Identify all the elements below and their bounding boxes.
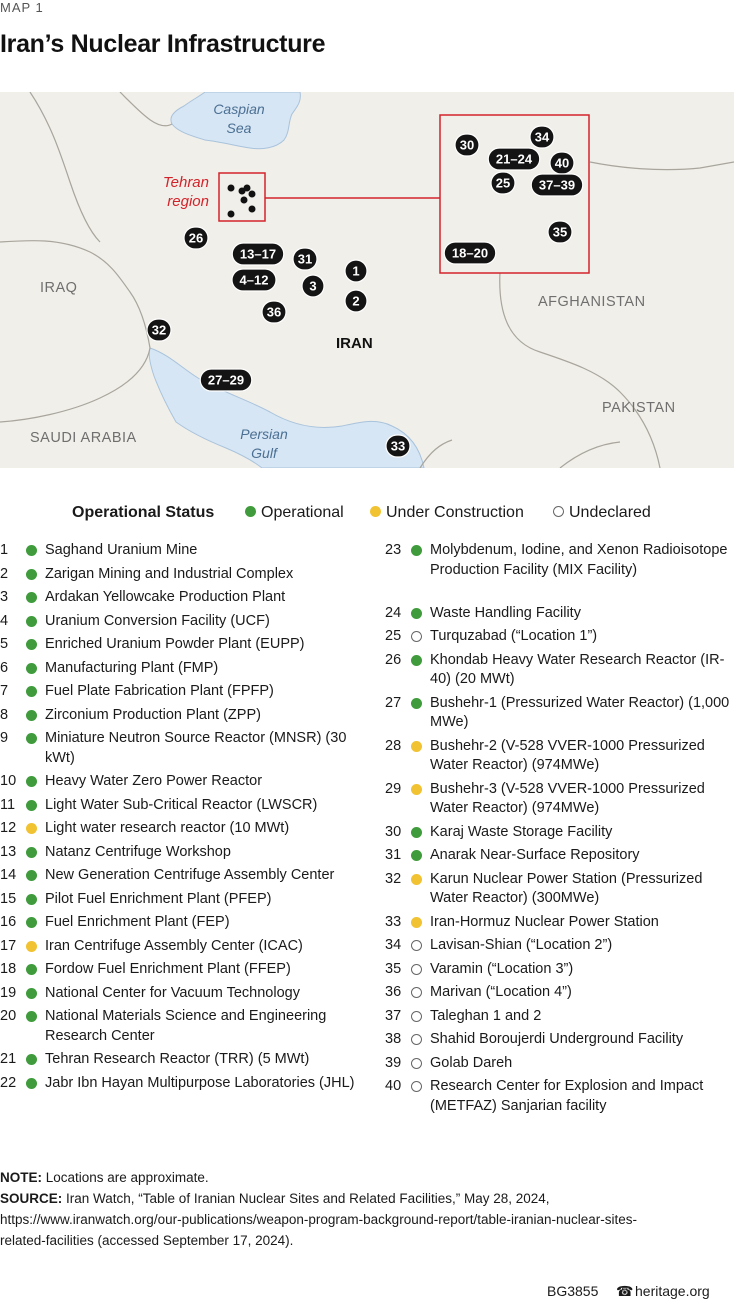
facility-number: 21 <box>0 1051 17 1067</box>
facility-number: 35 <box>385 960 402 977</box>
operational-dot-icon <box>411 545 422 556</box>
facility-number: 24 <box>385 604 402 621</box>
marker-label: 31 <box>297 251 313 267</box>
label-afghanistan: AFGHANISTAN <box>538 294 646 310</box>
facility-label: Molybdenum, Iodine, and Xenon Radioisotope Production Facility (MIX Facility) <box>430 542 728 578</box>
facility-number: 30 <box>385 823 402 840</box>
facility-number: 32 <box>385 870 402 887</box>
operational-dot-icon <box>26 917 37 928</box>
facility-number: 4 <box>0 612 9 629</box>
site-marker-2 <box>345 290 367 312</box>
operational-dot-icon <box>26 800 37 811</box>
facility-number: 26 <box>385 651 402 668</box>
source-line <box>0 1188 734 1209</box>
legend-operational <box>245 504 344 522</box>
undeclared-dot-icon <box>411 1081 422 1092</box>
site-marker-16 <box>491 172 515 194</box>
facility-label: Khondab Heavy Water Research Reactor (IR-40) (20 MWt) <box>430 651 725 687</box>
site-marker-5 <box>232 243 284 265</box>
facility-number: 13 <box>0 843 17 860</box>
under-construction-dot-icon <box>411 917 422 928</box>
undeclared-dot-icon <box>411 987 422 998</box>
facility-number: 16 <box>0 914 17 930</box>
under-construction-dot-icon <box>26 941 37 952</box>
undeclared-dot-icon <box>411 1058 422 1069</box>
label-persian: Persian <box>240 426 288 442</box>
facility-label: Bushehr-1 (Pressurized Water Reactor) (1,000 MWe) <box>430 694 730 730</box>
site-marker-15 <box>550 152 574 174</box>
legend-under-construction <box>370 504 524 522</box>
facility-number: 1 <box>0 542 9 558</box>
facility-number: 17 <box>0 937 17 954</box>
legend-undeclared <box>553 504 651 522</box>
facility-label: National Center for Vacuum Technology <box>45 984 300 1001</box>
site-marker-12 <box>455 134 479 156</box>
under-construction-dot-icon <box>26 823 37 834</box>
site-marker-18 <box>548 221 572 243</box>
note-text: Locations are approximate. <box>42 1170 209 1185</box>
marker-label: 26 <box>188 230 204 246</box>
facility-label: Tehran Research Reactor (TRR) (5 MWt) <box>45 1051 310 1067</box>
site-marker-3 <box>302 275 324 297</box>
undeclared-dot-icon <box>411 631 422 642</box>
facility-number: 18 <box>0 961 17 977</box>
source-tail: related-facilities (accessed September 17, 2024). <box>0 1233 294 1248</box>
label-iran: IRAN <box>336 335 373 352</box>
facility-number: 5 <box>0 636 9 652</box>
facility-number: 14 <box>0 867 17 883</box>
facility-number: 33 <box>385 913 402 930</box>
site-marker-11 <box>262 301 286 323</box>
operational-dot-icon <box>26 988 37 999</box>
label-region: region <box>167 193 209 210</box>
facility-number: 37 <box>385 1007 402 1024</box>
label-pakistan: PAKISTAN <box>602 400 676 416</box>
facility-label: Miniature Neutron Source Reactor (MNSR) (30 kWt) <box>45 730 347 766</box>
operational-dot-icon <box>245 506 256 517</box>
operational-dot-icon <box>26 616 37 627</box>
facility-number: 20 <box>0 1008 17 1024</box>
site-marker-14 <box>488 148 540 170</box>
operational-dot-icon <box>26 847 37 858</box>
facility-label: Zarigan Mining and Industrial Complex <box>45 565 294 582</box>
facility-list-left <box>0 541 360 1141</box>
facility-label: Iran Centrifuge Assembly Center (ICAC) <box>45 937 303 954</box>
label-saudi-arabia: SAUDI ARABIA <box>30 430 137 446</box>
facility-number: 7 <box>0 683 9 699</box>
facility-label: Bushehr-3 (V-528 VVER-1000 Pressurized Water Reactor) (974MWe) <box>430 780 705 816</box>
undeclared-dot-icon <box>411 1034 422 1045</box>
facility-number: 19 <box>0 984 17 1001</box>
site-marker-1 <box>345 260 367 282</box>
operational-dot-icon <box>26 964 37 975</box>
facility-number: 31 <box>385 847 402 863</box>
site-marker-13 <box>530 126 554 148</box>
label-tehran: Tehran <box>162 174 209 191</box>
operational-dot-icon <box>411 655 422 666</box>
operational-dot-icon <box>411 850 422 861</box>
facility-number: 25 <box>385 628 402 644</box>
facility-label: Fordow Fuel Enrichment Plant (FFEP) <box>45 961 291 977</box>
label-sea: Sea <box>226 120 252 136</box>
operational-dot-icon <box>26 710 37 721</box>
legend <box>0 504 734 526</box>
marker-label: 27–29 <box>207 372 245 388</box>
site-marker-4 <box>232 269 276 291</box>
source-url[interactable]: https://www.iranwatch.org/our-publications/weapon-program-background-report/table-iranian-nuclear-sites- <box>0 1212 638 1227</box>
under-construction-dot-icon <box>370 506 381 517</box>
site-marker-8 <box>293 248 317 270</box>
operational-dot-icon <box>411 698 422 709</box>
facility-label: Light Water Sub-Critical Reactor (LWSCR) <box>45 796 318 813</box>
site-marker-17 <box>531 174 583 196</box>
site-marker-6 <box>184 227 208 249</box>
notes <box>0 1167 734 1251</box>
marker-label: 36 <box>266 304 282 320</box>
undeclared-dot-icon <box>411 1011 422 1022</box>
marker-label: 21–24 <box>495 151 533 167</box>
source-text: Iran Watch, “Table of Iranian Nuclear Sites and Related Facilities,” May 28, 2024, <box>62 1191 550 1206</box>
bell-icon: ☎ <box>616 1283 634 1299</box>
map-kicker: MAP 1 <box>0 0 44 15</box>
facility-label: Research Center for Explosion and Impact (METFAZ) Sanjarian facility <box>430 1078 704 1114</box>
facility-label: Iran-Hormuz Nuclear Power Station <box>430 913 659 930</box>
facility-label: Zirconium Production Plant (ZPP) <box>45 706 261 723</box>
site-marker-10 <box>386 435 410 457</box>
facility-label: Fuel Enrichment Plant (FEP) <box>45 914 230 930</box>
facility-label: Jabr Ibn Hayan Multipurpose Laboratories (JHL) <box>45 1074 355 1091</box>
marker-label: 3 <box>309 278 317 294</box>
operational-dot-icon <box>26 569 37 580</box>
facility-number: 8 <box>0 706 9 723</box>
under-construction-dot-icon <box>411 784 422 795</box>
label-gulf: Gulf <box>251 445 277 461</box>
facility-label: Marivan (“Location 4”) <box>430 984 572 1000</box>
facility-label: Lavisan-Shian (“Location 2”) <box>430 937 613 953</box>
operational-dot-icon <box>26 733 37 744</box>
label-caspian: Caspian <box>213 101 265 117</box>
operational-dot-icon <box>26 1054 37 1065</box>
facility-number: 15 <box>0 890 17 907</box>
facility-label: Shahid Boroujerdi Underground Facility <box>430 1031 684 1047</box>
facility-number: 10 <box>0 773 17 789</box>
marker-label: 35 <box>552 224 568 240</box>
facility-number: 39 <box>385 1054 402 1071</box>
source-label: SOURCE: <box>0 1191 63 1206</box>
facility-label: New Generation Centrifuge Assembly Center <box>45 867 335 883</box>
facility-label: Manufacturing Plant (FMP) <box>45 659 219 676</box>
site-marker-9 <box>147 319 171 341</box>
facility-number: 28 <box>385 737 402 754</box>
undeclared-dot-icon <box>411 940 422 951</box>
report-code: BG3855 <box>547 1283 599 1299</box>
under-construction-dot-icon <box>411 874 422 885</box>
legend-title: Operational Status <box>72 504 215 521</box>
operational-dot-icon <box>411 608 422 619</box>
facility-number: 38 <box>385 1031 402 1047</box>
marker-label: 25 <box>495 175 511 191</box>
facility-label: Karaj Waste Storage Facility <box>430 823 613 840</box>
marker-label: 33 <box>390 438 406 454</box>
facility-label: National Materials Science and Engineering Research Center <box>45 1008 327 1044</box>
facility-number: 27 <box>385 694 402 711</box>
operational-dot-icon <box>26 592 37 603</box>
marker-label: 40 <box>554 155 570 171</box>
facility-label: Pilot Fuel Enrichment Plant (PFEP) <box>45 890 272 907</box>
legend-under-construction-label: Under Construction <box>386 504 524 521</box>
facility-number: 29 <box>385 780 402 797</box>
operational-dot-icon <box>26 545 37 556</box>
operational-dot-icon <box>411 827 422 838</box>
marker-label: 18–20 <box>451 245 489 261</box>
facility-number: 40 <box>385 1078 402 1094</box>
iran-map <box>0 92 734 468</box>
marker-label: 1 <box>352 263 360 279</box>
facility-label: Natanz Centrifuge Workshop <box>45 843 231 860</box>
facility-number: 34 <box>385 937 402 953</box>
facility-number: 23 <box>385 542 402 558</box>
facility-label: Waste Handling Facility <box>430 604 581 621</box>
marker-label: 37–39 <box>538 177 576 193</box>
site-marker-7 <box>200 369 252 391</box>
facility-label: Karun Nuclear Power Station (Pressurized Water Reactor) (300MWe) <box>430 870 703 906</box>
facility-number: 11 <box>0 796 16 813</box>
label-iraq: IRAQ <box>40 280 78 296</box>
facility-number: 6 <box>0 659 9 676</box>
operational-dot-icon <box>26 686 37 697</box>
marker-label: 4–12 <box>239 272 269 288</box>
operational-dot-icon <box>26 1011 37 1022</box>
marker-label: 2 <box>352 293 360 309</box>
facility-number: 12 <box>0 820 17 836</box>
map-canvas <box>0 92 734 468</box>
facility-label: Heavy Water Zero Power Reactor <box>45 773 263 789</box>
undeclared-dot-icon <box>553 506 564 517</box>
facility-label: Taleghan 1 and 2 <box>430 1007 542 1024</box>
operational-dot-icon <box>26 1078 37 1089</box>
site-link[interactable]: heritage.org <box>635 1283 710 1299</box>
facility-label: Uranium Conversion Facility (UCF) <box>45 612 270 629</box>
marker-label: 13–17 <box>239 246 277 262</box>
facility-label: Ardakan Yellowcake Production Plant <box>45 589 286 605</box>
facility-number: 2 <box>0 565 9 582</box>
facility-label: Anarak Near-Surface Repository <box>430 847 640 863</box>
operational-dot-icon <box>26 776 37 787</box>
facility-label: Bushehr-2 (V-528 VVER-1000 Pressurized Water Reactor) (974MWe) <box>430 737 705 773</box>
operational-dot-icon <box>26 663 37 674</box>
legend-operational-label: Operational <box>261 504 344 521</box>
marker-label: 34 <box>534 129 550 145</box>
facility-number: 3 <box>0 589 9 605</box>
marker-label: 32 <box>151 322 167 338</box>
undeclared-dot-icon <box>411 964 422 975</box>
under-construction-dot-icon <box>411 741 422 752</box>
facility-label: Enriched Uranium Powder Plant (EUPP) <box>45 636 305 652</box>
facility-label: Saghand Uranium Mine <box>45 542 198 558</box>
facility-label: Turquzabad (“Location 1”) <box>430 628 598 644</box>
facility-number: 9 <box>0 730 9 746</box>
note-line <box>0 1167 734 1188</box>
page-title: Iran’s Nuclear Infrastructure <box>0 30 326 58</box>
operational-dot-icon <box>26 870 37 881</box>
legend-undeclared-label: Undeclared <box>569 504 651 521</box>
site-marker-19 <box>444 242 496 264</box>
facility-number: 22 <box>0 1074 17 1091</box>
facility-label: Fuel Plate Fabrication Plant (FPFP) <box>45 683 274 699</box>
facility-label: Golab Dareh <box>430 1054 513 1071</box>
facility-number: 36 <box>385 984 402 1000</box>
note-label: NOTE: <box>0 1170 42 1185</box>
marker-label: 30 <box>459 137 475 153</box>
operational-dot-icon <box>26 894 37 905</box>
operational-dot-icon <box>26 639 37 650</box>
facility-list-right <box>385 541 734 1141</box>
facility-label: Light water research reactor (10 MWt) <box>45 820 290 836</box>
facility-label: Varamin (“Location 3”) <box>430 960 574 977</box>
